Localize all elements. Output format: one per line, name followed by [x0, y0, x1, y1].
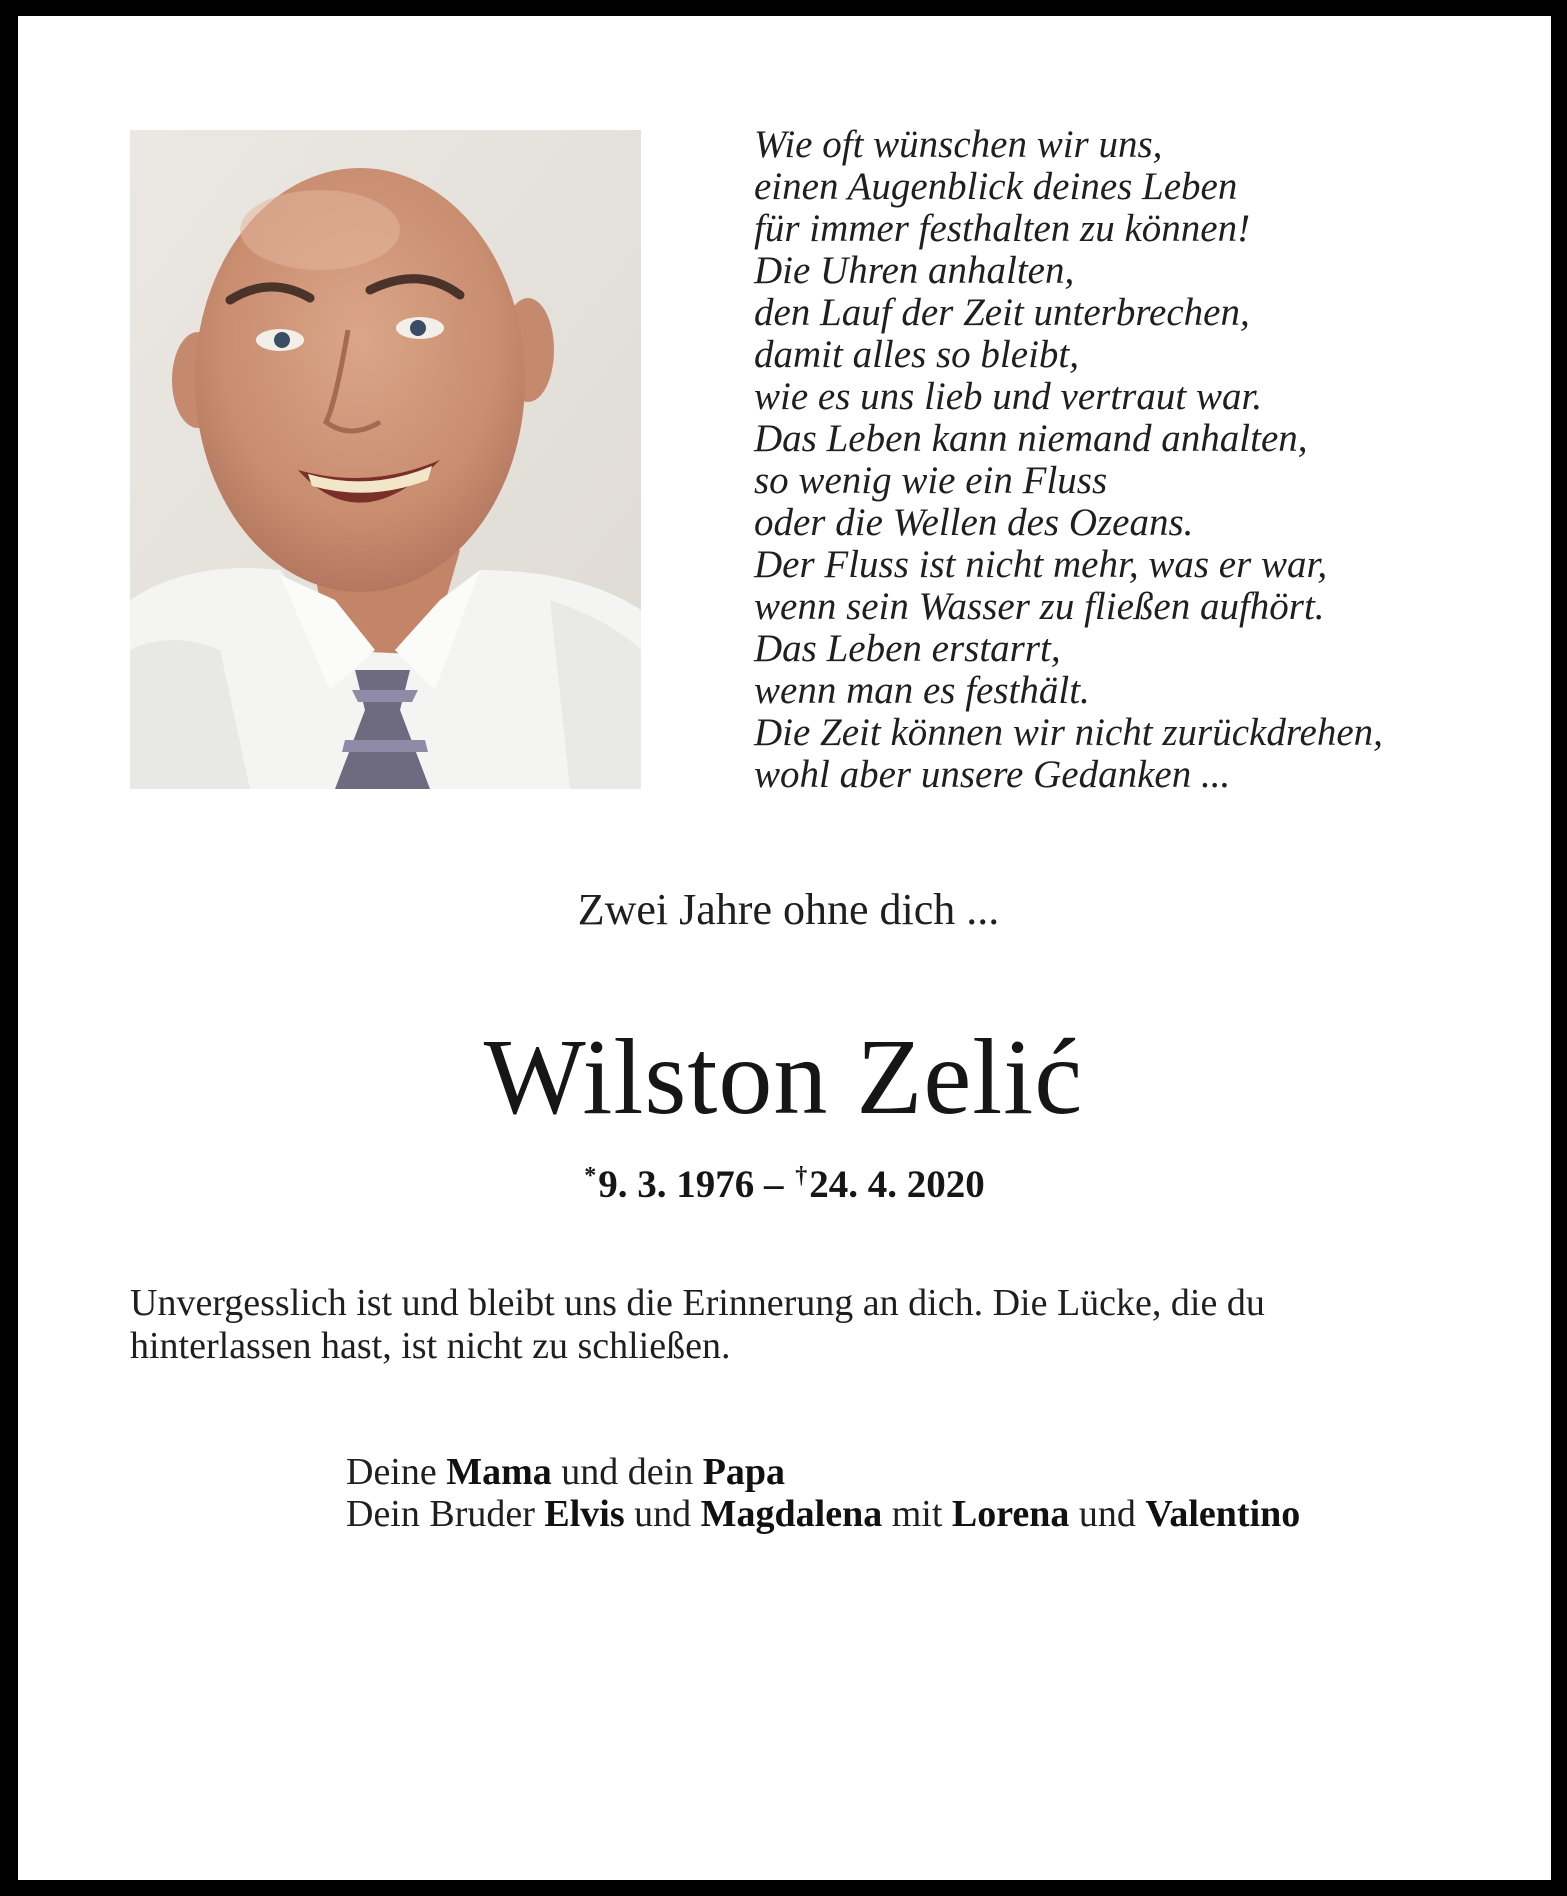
death-date: 24. 4. 2020 — [809, 1163, 985, 1206]
family-signature — [346, 1451, 1300, 1535]
family-text: Deine — [346, 1451, 447, 1493]
family-name-magdalena: Magdalena — [700, 1493, 883, 1535]
poem-line: den Lauf der Zeit unterbrechen, — [754, 291, 1250, 334]
poem-line: so wenig wie ein Fluss — [754, 459, 1108, 502]
subtitle: Zwei Jahre ohne dich ... — [577, 885, 1000, 934]
life-dates — [0, 1153, 1567, 1208]
family-name-valentino: Valentino — [1145, 1493, 1301, 1535]
deceased-name: Wilston Zelić — [483, 1018, 1084, 1137]
family-text: und — [624, 1493, 701, 1535]
poem-line: damit alles so bleibt, — [754, 333, 1079, 376]
date-separator: – — [754, 1163, 794, 1206]
family-name-papa: Papa — [702, 1451, 786, 1493]
poem-line: wie es uns lieb und vertraut war. — [754, 375, 1263, 418]
poem-line: oder die Wellen des Ozeans. — [754, 501, 1194, 544]
poem-line: einen Augenblick deines Leben — [754, 165, 1238, 208]
poem-line: für immer festhalten zu können! — [754, 207, 1251, 250]
family-name-lorena: Lorena — [951, 1493, 1070, 1535]
family-name-mama: Mama — [446, 1451, 552, 1493]
family-text: und — [1069, 1493, 1146, 1535]
family-line-parents — [346, 1451, 1300, 1493]
poem-line: wenn sein Wasser zu fließen aufhört. — [754, 585, 1325, 628]
poem-line: wohl aber unsere Gedanken ... — [754, 753, 1231, 796]
family-text: mit — [882, 1493, 952, 1535]
death-symbol: † — [795, 1163, 808, 1189]
poem-line: Das Leben kann niemand anhalten, — [754, 417, 1308, 460]
portrait-photo — [130, 130, 641, 789]
poem-line: wenn man es festhält. — [754, 669, 1090, 712]
poem-line: Die Uhren anhalten, — [754, 249, 1075, 292]
poem-line: Wie oft wünschen wir uns, — [754, 123, 1163, 166]
poem-line: Das Leben erstarrt, — [754, 627, 1061, 670]
poem-line: Der Fluss ist nicht mehr, was er war, — [754, 543, 1328, 586]
family-line-siblings — [346, 1493, 1300, 1535]
family-name-elvis: Elvis — [544, 1493, 625, 1535]
birth-date: 9. 3. 1976 — [598, 1163, 755, 1206]
family-text: Dein Bruder — [346, 1493, 545, 1535]
memory-text: Unvergesslich ist und bleibt uns die Erinnerung an dich. Die Lücke, die du hinterlassen hast, ist nicht zu schließen. — [130, 1282, 1265, 1367]
family-text: und dein — [551, 1451, 703, 1493]
poem — [754, 124, 1383, 796]
birth-symbol: * — [584, 1163, 597, 1189]
poem-line: Die Zeit können wir nicht zurückdrehen, — [754, 711, 1383, 754]
